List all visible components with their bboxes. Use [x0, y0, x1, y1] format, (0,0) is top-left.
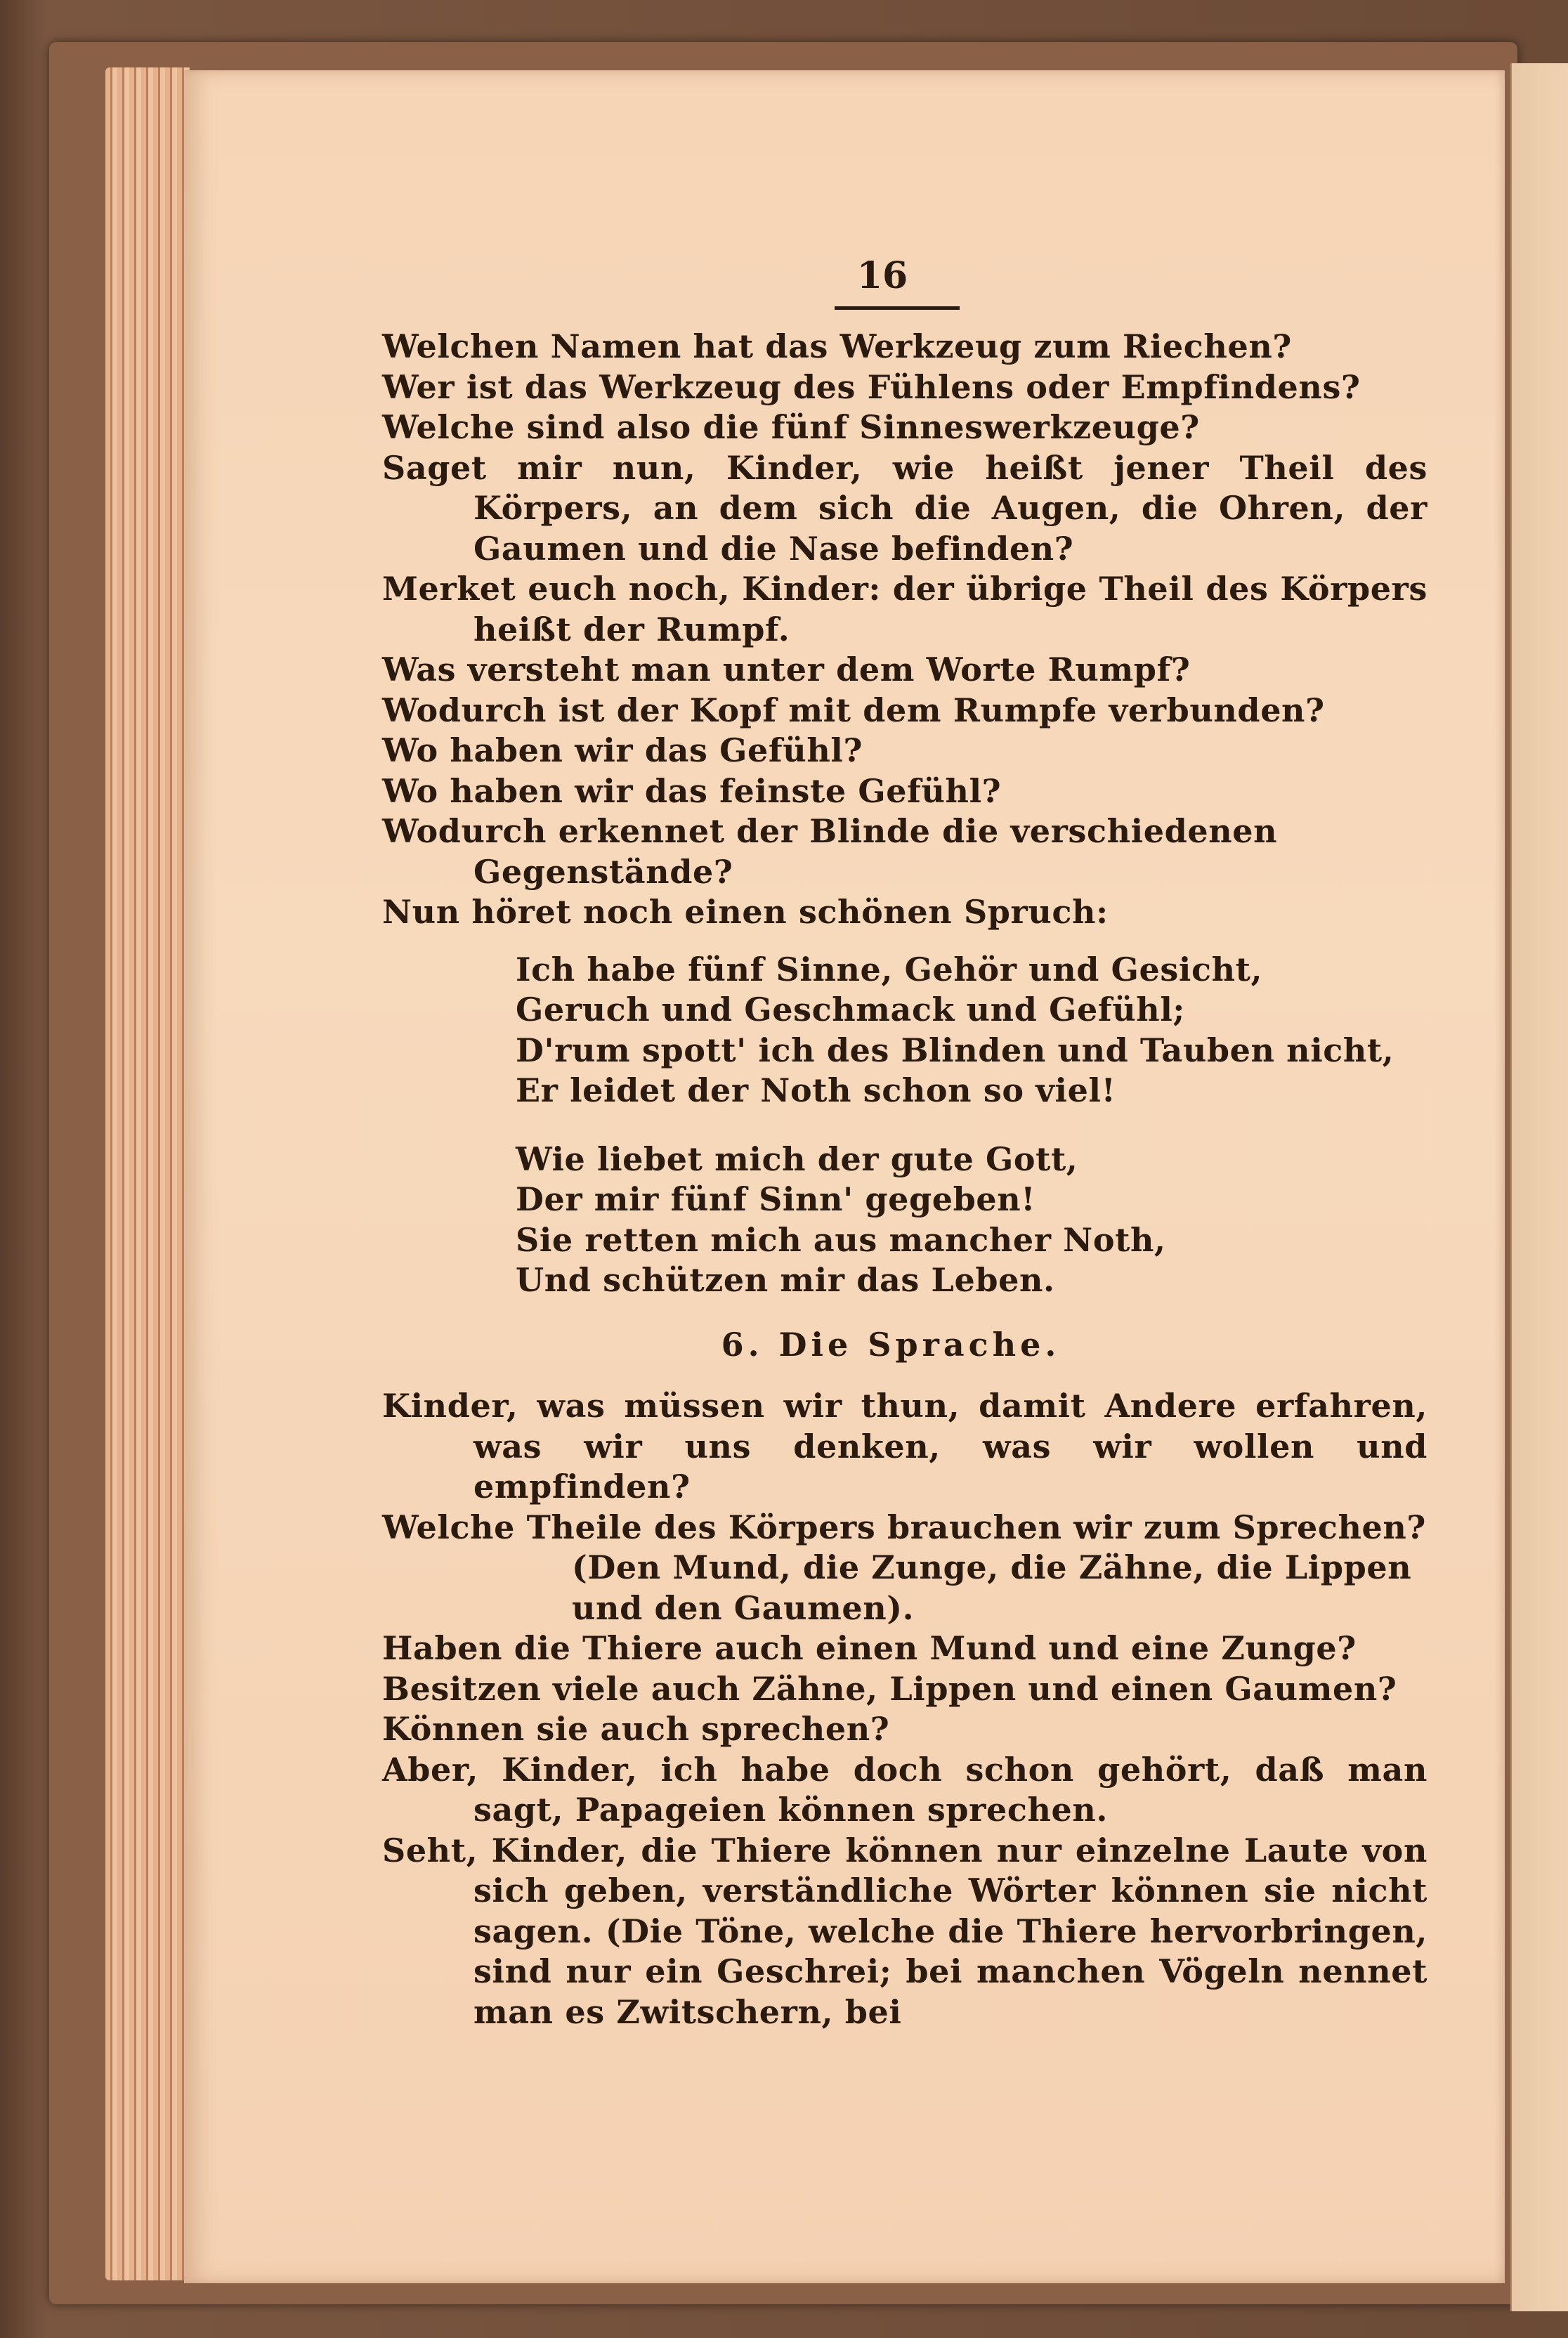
page-number-rule: [835, 306, 960, 310]
poem: [382, 950, 1427, 1301]
question-line: Welchen Namen hat das Werkzeug zum Riechen?: [382, 327, 1292, 365]
answer-line: und den Gaumen).: [572, 1588, 915, 1627]
question-line: Wer ist das Werkzeug des Fühlens oder Empfindens?: [382, 367, 1361, 406]
question-line: Wo haben wir das feinste Gefühl?: [382, 771, 1002, 810]
poem-line: Und schützen mir das Leben.: [516, 1261, 1055, 1299]
question-line: Haben die Thiere auch einen Mund und eine Zunge?: [382, 1629, 1357, 1667]
question-paragraph: Saget mir nun, Kinder, wie heißt jener Theil des Körpers, an dem sich die Augen, die Ohren, der Gaumen und die Nase befinden?: [382, 448, 1427, 568]
question-line: Was versteht man unter dem Worte Rumpf?: [382, 651, 1191, 688]
poem-line: Wie liebet mich der gute Gott,: [516, 1139, 1078, 1178]
poem-line: D'rum spott' ich des Blinden und Tauben nicht,: [516, 1031, 1394, 1069]
question-paragraph: Kinder, was müssen wir thun, damit Andere erfahren, was wir uns denken, was wir wollen und empfinden?: [382, 1387, 1427, 1506]
question-line: Wo haben wir das Gefühl?: [382, 731, 863, 769]
stanza-gap: [516, 1111, 1427, 1139]
page-number: 16: [856, 254, 908, 297]
question-line: Wodurch erkennet der Blinde die verschiedenen Gegenstände?: [382, 812, 1278, 891]
poem-line: Er leidet der Noth schon so viel!: [516, 1071, 1116, 1109]
question-line: Besitzen viele auch Zähne, Lippen und einen Gaumen?: [382, 1669, 1397, 1708]
answer-line: (Den Mund, die Zunge, die Zähne, die Lippen: [572, 1548, 1412, 1586]
poem-line: Der mir fünf Sinn' gegeben!: [516, 1180, 1036, 1218]
poem-line: Ich habe fünf Sinne, Gehör und Gesicht,: [516, 950, 1263, 988]
poem-line: Geruch und Geschmack und Gefühl;: [516, 991, 1185, 1028]
section-heading: 6. Die Sprache.: [721, 1325, 1061, 1364]
question-line: Nun höret noch einen schönen Spruch:: [382, 893, 1109, 931]
question-line: Wodurch ist der Kopf mit dem Rumpfe verbunden?: [382, 691, 1325, 729]
page-body: [382, 327, 1427, 2032]
facing-page-edge: [1510, 63, 1568, 2311]
question-paragraph: Aber, Kinder, ich habe doch schon gehört, daß man sagt, Papageien können sprechen.: [382, 1750, 1427, 1829]
page-stack-edge: [105, 67, 190, 2280]
question-line: Können sie auch sprechen?: [382, 1710, 890, 1748]
question-paragraph: Seht, Kinder, die Thiere können nur einzelne Laute von sich geben, verständliche Wörter können sie nicht sagen. (Die Töne, welche die Thiere hervorbringen, sind nur ein Geschrei; bei manchen Vögeln nennet man es Zwitschern, bei: [382, 1831, 1427, 2031]
book-page: [184, 70, 1505, 2283]
question-line: Welche sind also die fünf Sinneswerkzeuge?: [382, 408, 1200, 446]
poem-line: Sie retten mich aus mancher Noth,: [516, 1220, 1166, 1259]
question-line: Welche Theile des Körpers brauchen wir zum Sprechen?: [382, 1508, 1426, 1546]
question-paragraph: Merket euch noch, Kinder: der übrige Theil des Körpers heißt der Rumpf.: [382, 570, 1427, 648]
